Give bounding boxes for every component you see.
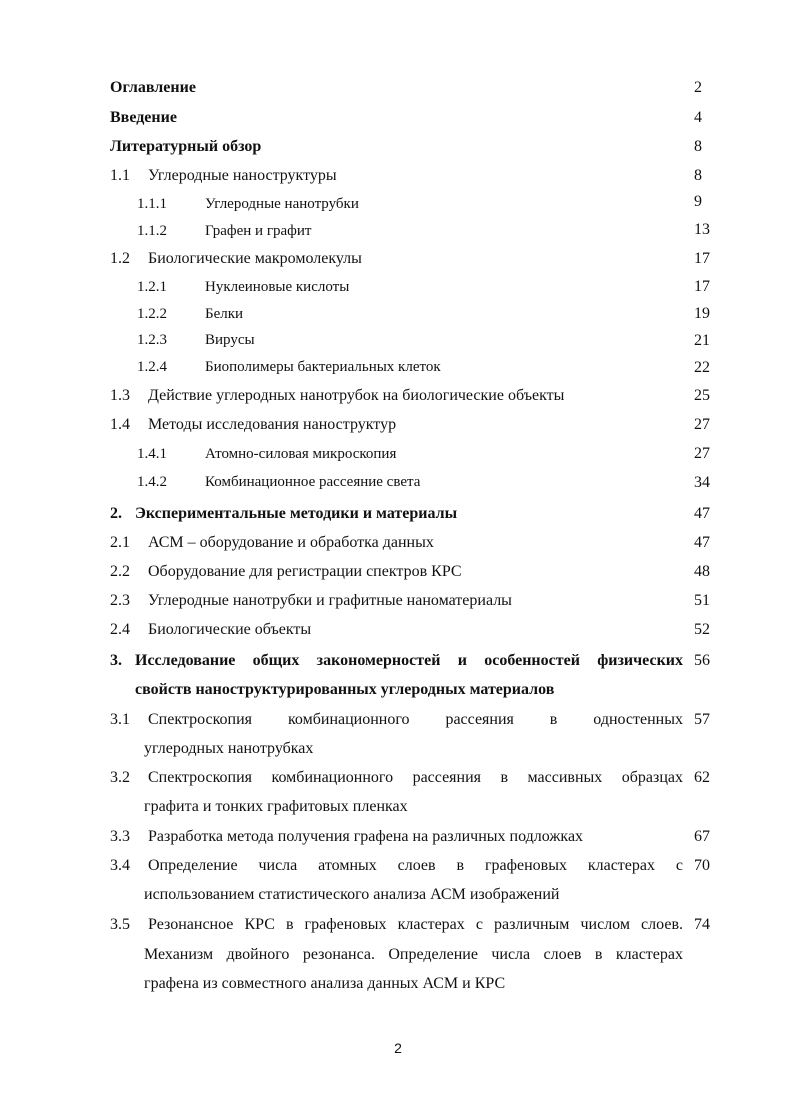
page-number: 2 <box>394 1040 402 1056</box>
toc-title: Вирусы <box>205 332 255 348</box>
toc-number: 2.3 <box>110 592 130 609</box>
toc-page: 57 <box>694 711 710 728</box>
toc-page: 17 <box>694 278 710 295</box>
toc-page: 47 <box>694 534 710 551</box>
toc-number: 1.1.2 <box>137 223 167 239</box>
toc-number: 2. <box>110 505 122 522</box>
toc-number: 3.3 <box>110 828 130 845</box>
toc-page: 74 <box>694 916 710 933</box>
toc-number: 3.5 <box>110 916 130 933</box>
toc-title: Введение <box>110 109 177 126</box>
toc-title-line: Резонансное КРС в графеновых кластерах с различным числом слоев. <box>148 916 683 933</box>
toc-page: 56 <box>694 652 710 669</box>
toc-title-line: Механизм двойного резонанса. Определение числа слоев в кластерах <box>144 946 683 963</box>
toc-page: 70 <box>694 857 710 874</box>
toc-title: Белки <box>205 306 244 322</box>
toc-number: 3.4 <box>110 857 130 874</box>
toc-title: Разработка метода получения графена на различных подложках <box>148 828 584 845</box>
toc-title-line: Спектроскопия комбинационного рассеяния в массивных образцах <box>148 769 683 786</box>
toc-number: 3.2 <box>110 769 130 786</box>
toc-entry-lit-obzor <box>110 138 261 156</box>
toc-title: Углеродные нанотрубки и графитные наноматериалы <box>148 592 512 609</box>
toc-title-line: Исследование общих закономерностей и особенностей физических <box>135 652 683 669</box>
toc-page: 48 <box>694 563 710 580</box>
toc-entry-vvedenie <box>110 109 177 127</box>
toc-page: 62 <box>694 769 710 786</box>
toc-title: Атомно-силовая микроскопия <box>205 446 397 462</box>
toc-title-line: углеродных нанотрубках <box>144 740 314 757</box>
toc-number: 1.1.1 <box>137 196 167 212</box>
toc-entry-1-1 <box>110 167 130 185</box>
toc-title: Нуклеиновые кислоты <box>205 279 350 295</box>
toc-title: Биологические объекты <box>148 621 312 638</box>
toc-title: Оборудование для регистрации спектров КРС <box>148 563 462 580</box>
toc-page: 13 <box>694 221 710 238</box>
toc-page: 67 <box>694 828 710 845</box>
toc-number: 3. <box>110 652 122 669</box>
toc-number: 2.1 <box>110 534 130 551</box>
toc-title: Литературный обзор <box>110 138 262 155</box>
toc-page: 9 <box>694 193 702 210</box>
toc-title-line: использованием статистического анализа АСМ изображений <box>144 886 560 903</box>
toc-number: 1.4 <box>110 416 130 433</box>
toc-title: Графен и графит <box>205 223 312 239</box>
toc-title: Комбинационное рассеяние света <box>205 474 421 490</box>
toc-title: Углеродные наноструктуры <box>148 167 337 184</box>
toc-page: 47 <box>694 505 710 522</box>
toc-title: Методы исследования наноструктур <box>148 416 397 433</box>
toc-page: 25 <box>694 387 710 404</box>
toc-title-line: Определение числа атомных слоев в графеновых кластерах с <box>148 857 683 874</box>
toc-number: 1.2.1 <box>137 279 167 295</box>
toc-entry-oglavlenie <box>110 79 196 97</box>
toc-title-line: графена из совместного анализа данных АСМ и КРС <box>144 975 506 992</box>
toc-page: 4 <box>694 109 702 126</box>
toc-title-line: Спектроскопия комбинационного рассеяния в одностенных <box>148 711 683 728</box>
toc-page: 8 <box>694 138 702 155</box>
toc-page: 8 <box>694 167 702 184</box>
toc-title: Действие углеродных нанотрубок на биологические объекты <box>148 387 565 404</box>
toc-number: 1.2 <box>110 250 130 267</box>
toc-page: 2 <box>694 79 702 96</box>
toc-number: 1.2.2 <box>137 306 167 322</box>
toc-title: Биополимеры бактериальных клеток <box>205 359 441 375</box>
toc-page: 34 <box>694 474 710 491</box>
toc-number: 1.4.1 <box>137 446 167 462</box>
toc-title: Углеродные нанотрубки <box>205 196 359 212</box>
toc-number: 1.2.4 <box>137 359 167 375</box>
toc-page: 19 <box>694 305 710 322</box>
toc-page: 22 <box>694 359 710 376</box>
toc-page: 27 <box>694 445 710 462</box>
toc-number: 1.3 <box>110 387 130 404</box>
toc-number: 3.1 <box>110 711 130 728</box>
toc-page: 52 <box>694 621 710 638</box>
toc-title-line: свойств наноструктурированных углеродных материалов <box>135 681 555 698</box>
toc-number: 1.2.3 <box>137 332 167 348</box>
toc-number: 2.4 <box>110 621 130 638</box>
toc-title: Оглавление <box>110 79 196 96</box>
toc-page: 17 <box>694 250 710 267</box>
toc-title-line: графита и тонких графитовых пленках <box>144 798 408 815</box>
toc-page: 51 <box>694 592 710 609</box>
toc-number: 1.1 <box>110 167 130 184</box>
toc-title: Экспериментальные методики и материалы <box>135 505 458 522</box>
toc-title: Биологические макромолекулы <box>148 250 362 267</box>
toc-title: АСМ – оборудование и обработка данных <box>148 534 434 551</box>
toc-page: 27 <box>694 416 710 433</box>
toc-number: 1.4.2 <box>137 474 167 490</box>
toc-number: 2.2 <box>110 563 130 580</box>
toc-page: 21 <box>694 332 710 349</box>
